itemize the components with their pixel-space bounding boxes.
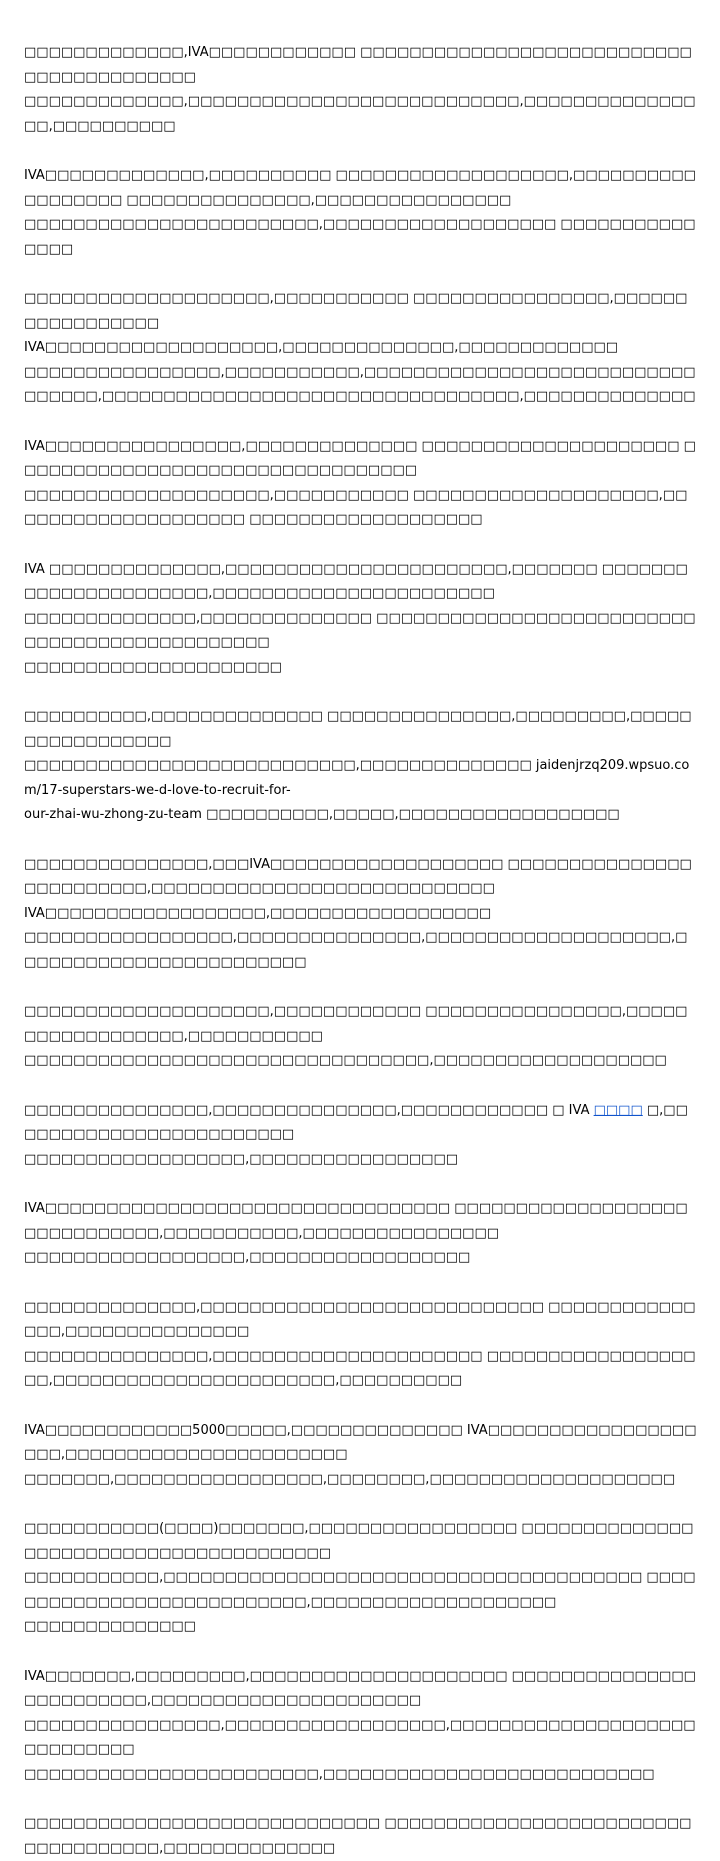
paragraph: □□□□□□□□□□□□□□,□□□□□□□□□□□□□□□□□□□□□□□□□□□□ □□□□□□□□□□□□□□□,□□□□□□□□□□□□□□□ □□□□□□□□□□□□□□□,□□□□□□□□□□□□□□□□□□□□□□ □□□□□□□□□□□□□□□□□□□,□□□□□□□□□□□□□□□□□□□□□□□,□□□□□□□□□□	[24, 1299, 696, 1388]
paragraph: IVA□□□□□□□□□□□□□,□□□□□□□□□□ □□□□□□□□□□□□□□□□□□□,□□□□□□□□□□□□□□□□□□ □□□□□□□□□□□□□□□,□□□□□□□□□□□□□□□□ □□□□□□□□□□□□□□□□□□□□□□□□,□□□□□□□□□□□□□□□□□□□ □□□□□□□□□□□□□□□	[24, 168, 696, 257]
paragraph-text-before-link: □□□□□□□□□□□□□□□,□□□□□□□□□□□□□□□,□□□□□□□□□□□□ □ IVA	[24, 1102, 594, 1118]
paragraph: □□□□□□□□□□□□□□□□□□□□,□□□□□□□□□□□ □□□□□□□□□□□□□□□□,□□□□□□□□□□□□□□□□□ IVA□□□□□□□□□□□□□□□□□□□,□□□□□□□□□□□□□□,□□□□□□□□□□□□□ □□□□□□□□□□□□□□□□,□□□□□□□□□□□,□□□□□□□□□□□□□□□□□□□□□□□□□□□ □□□□□□,□□□□□□□□□□□□□□□□□□□□□□□□□□□□□□□□□□,□□□□□□□□□□□□□□	[24, 291, 696, 404]
paragraph-with-link	[24, 1099, 698, 1173]
paragraph-with-url: □□□□□□□□□□,□□□□□□□□□□□□□□ □□□□□□□□□□□□□□□,□□□□□□□□□,□□□□□□□□□□□□□□□□□ □□□□□□□□□□□□□□□□□□□□□□□□□□□,□□□□□□□□□□□□□□ jaidenjrzq209.wpsuo.com/17-superstars-we-d-love-to-recruit-for- our-zhai-wu-zhong-zu-team □□□□□□□□□□,□□□□□,□□□□□□□□□□□□□□□□□□	[24, 709, 692, 822]
inline-link[interactable]: □□□□	[593, 1102, 643, 1118]
paragraph: □□□□□□□□□□□(□□□□)□□□□□□□,□□□□□□□□□□□□□□□□□ □□□□□□□□□□□□□□□□□□□□□□□□□□□□□□□□□□□□□□□ □□□□□□□□□□□,□□□□□□□□□□□□□□□□□□□□□□□□□□□□□□□□□□□□□□□ □□□□□□□□□□□□□□□□□□□□□□□□□□□,□□□□□□□□□□□□□□□□□□□□ □□□□□□□□□□□□□□	[24, 1521, 696, 1634]
paragraph-text-after-link: □,□□□□□□□□□□□□□□□□□□□□□□□□ □□□□□□□□□□□□□□□□□□,□□□□□□□□□□□□□□□□□	[24, 1102, 688, 1167]
paragraph: □□□□□□□□□□□□□□□□□□□□□□□□□□□□□ □□□□□□□□□□□□□□□□□□□□□□□□□□□□□□□□□□□□,□□□□□□□□□□□□□□	[24, 1816, 692, 1856]
paragraph: IVA□□□□□□□,□□□□□□□□□,□□□□□□□□□□□□□□□□□□□□□ □□□□□□□□□□□□□□□□□□□□□□□□□,□□□□□□□□□□□□□□□□□□□□□□ □□□□□□□□□□□□□□□□,□□□□□□□□□□□□□□□□□□,□□□□□□□□□□□□□□□□□□□□ □□□□□□□□□ □□□□□□□□□□□□□□□□□□□□□□□□,□□□□□□□□□□□□□□□□□□□□□□□□□□□	[24, 1668, 696, 1782]
paragraph: □□□□□□□□□□□□□□□□□□□□,□□□□□□□□□□□□ □□□□□□□□□□□□□□□□,□□□□□□□□□□□□□□□□□□,□□□□□□□□□□□ □□□□□□□□□□□□□□□□□□□□□□□□□□□□□□□□□,□□□□□□□□□□□□□□□□□□□	[24, 1004, 688, 1068]
paragraph: IVA □□□□□□□□□□□□□□,□□□□□□□□□□□□□□□□□□□□□□□,□□□□□□□ □□□□□□□□□□□□□□□□□□□□□□,□□□□□□□□□□□□□□□□□□□□□□□ □□□□□□□□□□□□□□,□□□□□□□□□□□□□□ □□□□□□□□□□□□□□□□□□□□□□□□□□□□□□□□□□□□□□□□□□□□□□ □□□□□□□□□□□□□□□□□□□□□	[24, 561, 696, 675]
paragraph: IVA□□□□□□□□□□□□□□□□,□□□□□□□□□□□□□□ □□□□□□□□□□□□□□□□□□□□□ □□□□□□□□□□□□□□□□□□□□□□□□□□□□□□□□□ □□□□□□□□□□□□□□□□□□□□,□□□□□□□□□□□ □□□□□□□□□□□□□□□□□□□□,□□□□□□□□□□□□□□□□□□□□ □□□□□□□□□□□□□□□□□□□	[24, 438, 696, 527]
paragraph: IVA□□□□□□□□□□□□5000□□□□□,□□□□□□□□□□□□□□ IVA□□□□□□□□□□□□□□□□□□□□,□□□□□□□□□□□□□□□□□□□□□□□ □□□□□□□,□□□□□□□□□□□□□□□□□,□□□□□□□□,□□□□□□□□□□□□□□□□□□□□	[24, 1422, 697, 1487]
paragraph: IVA□□□□□□□□□□□□□□□□□□□□□□□□□□□□□□□□□ □□□□□□□□□□□□□□□□□□□□□□□□□□□□□□,□□□□□□□□□□□,□□□□□□□□□□□□□□□□ □□□□□□□□□□□□□□□□□□,□□□□□□□□□□□□□□□□□□	[24, 1201, 688, 1265]
paragraph: □□□□□□□□□□□□□,IVA□□□□□□□□□□□□ □□□□□□□□□□□□□□□□□□□□□□□□□□□□□□□□□□□□□□□□□ □□□□□□□□□□□□□,□□□□□□□□□□□□□□□□□□□□□□□□□□□,□□□□□□□□□□□□□□□□,□□□□□□□□□□	[24, 45, 696, 134]
paragraph: □□□□□□□□□□□□□□□,□□□IVA□□□□□□□□□□□□□□□□□□□ □□□□□□□□□□□□□□□□□□□□□□□□□,□□□□□□□□□□□□□□□□□□□□□□□□□□□□ IVA□□□□□□□□□□□□□□□□□□,□□□□□□□□□□□□□□□□□□ □□□□□□□□□□□□□□□□□,□□□□□□□□□□□□□□□,□□□□□□□□□□□□□□□□□□□□,□□□□□□□□□□□□□□□□□□□□□□□□	[24, 856, 692, 970]
